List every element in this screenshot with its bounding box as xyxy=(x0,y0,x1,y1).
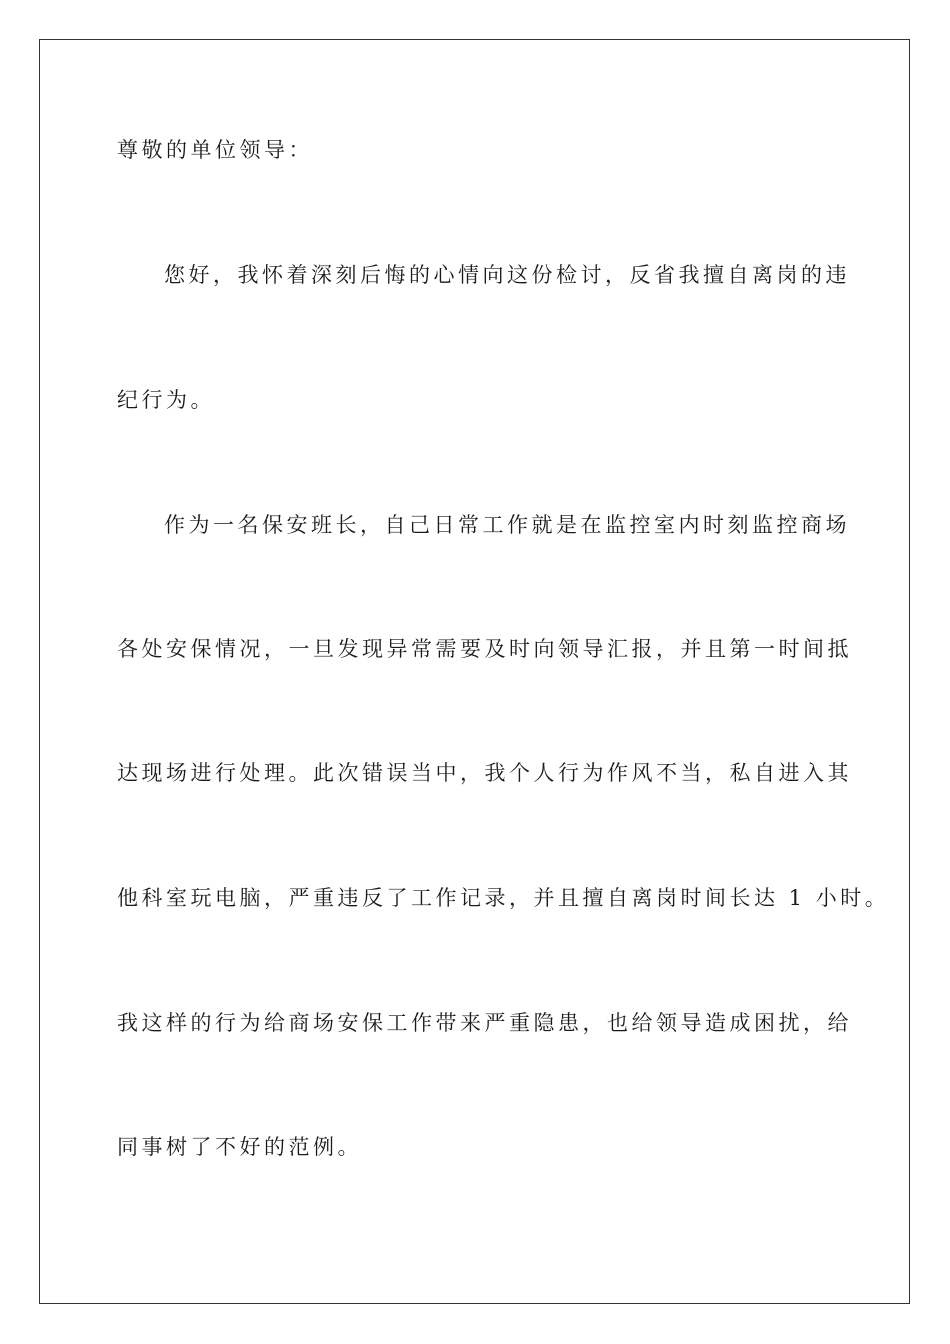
paragraph-2-line-3: 达现场进行处理。此次错误当中，我个人行为作风不当，私自进入其 xyxy=(117,761,852,785)
page-border xyxy=(39,39,910,1304)
paragraph-2-line-1: 作为一名保安班长，自己日常工作就是在监控室内时刻监控商场 xyxy=(164,513,850,537)
paragraph-2-line-6: 同事树了不好的范例。 xyxy=(117,1135,362,1159)
paragraph-2-line-2: 各处安保情况，一旦发现异常需要及时向领导汇报，并且第一时间抵 xyxy=(117,637,852,661)
paragraph-2-line-5: 我这样的行为给商场安保工作带来严重隐患，也给领导造成困扰，给 xyxy=(117,1011,852,1035)
salutation: 尊敬的单位领导： xyxy=(117,138,313,162)
paragraph-1-line-1: 您好，我怀着深刻后悔的心情向这份检讨，反省我擅自离岗的违 xyxy=(164,263,850,287)
paragraph-2-line-4: 他科室玩电脑，严重违反了工作记录，并且擅自离岗时间长达 1 小时。 xyxy=(117,886,890,910)
paragraph-1-line-2: 纪行为。 xyxy=(117,388,215,412)
